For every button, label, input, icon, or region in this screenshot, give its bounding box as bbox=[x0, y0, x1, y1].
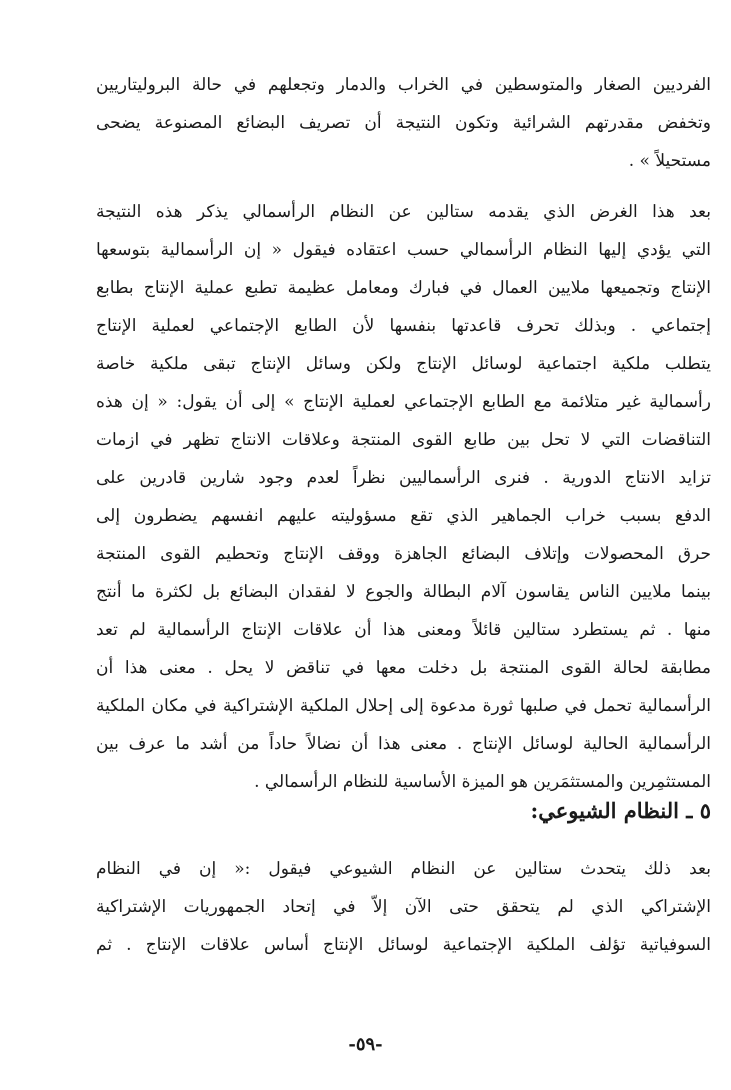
text-line: بعد هذا الغرض الذي يقدمه ستالين عن النظام الرأسمالي يذكر هذه النتيجة bbox=[96, 202, 711, 222]
page-number: -٥٩- bbox=[348, 1034, 383, 1055]
paragraph-1 bbox=[96, 66, 711, 180]
section-heading: ٥ ـ النظام الشيوعي: bbox=[530, 798, 711, 823]
text-line: وتخفض مقدرتهم الشرائية وتكون النتيجة أن تصريف البضائع المصنوعة يضحى bbox=[96, 113, 711, 133]
text-line: يتطلب ملكية اجتماعية لوسائل الإنتاج ولكن وسائل الإنتاج تبقى ملكية خاصة bbox=[96, 354, 711, 374]
text-line: منها . ثم يستطرد ستالين قائلاً ومعنى هذا أن علاقات الإنتاج الرأسمالية لم تعد bbox=[96, 620, 711, 640]
text-line: مستحيلاً » . bbox=[628, 151, 711, 171]
paragraph-3 bbox=[96, 850, 711, 964]
text-line: الدفع بسبب خراب الجماهير الذي تقع مسؤوليته عليهم انفسهم يضطرون إلى bbox=[96, 506, 711, 526]
text-line: المستثمِرين والمستثمَرين هو الميزة الأساسية للنظام الرأسمالي . bbox=[254, 772, 711, 792]
text-line: الإنتاج وتجميعها ملايين العمال في فبارك ومعامل عظيمة تطبع عملية الإنتاج بطابع bbox=[96, 278, 711, 298]
text-line: مطابقة لحالة القوى المنتجة بل دخلت معها في تناقض لا يحل . معنى هذا أن bbox=[96, 658, 711, 678]
text-line: حرق المحصولات وإتلاف البضائع الجاهزة ووقف الإنتاج وتحطيم القوى المنتجة bbox=[96, 544, 711, 564]
text-line: التي يؤدي إليها النظام الرأسمالي حسب اعتقاده فيقول « إن الرأسمالية بتوسعها bbox=[96, 240, 711, 260]
text-line: بعد ذلك يتحدث ستالين عن النظام الشيوعي فيقول :« إن في النظام bbox=[96, 859, 711, 879]
text-line: تزايد الانتاج الدورية . فنرى الرأسماليين نظراً لعدم وجود شارين قادرين على bbox=[96, 468, 711, 488]
text-line: الرأسمالية تحمل في صلبها ثورة مدعوة إلى إحلال الملكية الإشتراكية في مكان الملكية bbox=[96, 696, 711, 716]
paragraph-2 bbox=[96, 193, 711, 801]
text-line: الإشتراكي الذي لم يتحقق حتى الآن إلاّ في إتحاد الجمهوريات الإشتراكية bbox=[96, 897, 711, 917]
text-line: السوفياتية تؤلف الملكية الإجتماعية لوسائل الإنتاج أساس علاقات الإنتاج . ثم bbox=[96, 935, 711, 955]
text-line: إجتماعي . وبذلك تحرف قاعدتها بنفسها لأن الطابع الإجتماعي لعملية الإنتاج bbox=[96, 316, 711, 336]
text-line: بينما ملايين الناس يقاسون آلام البطالة والجوع لا لفقدان البضائع بل لكثرة ما أنتج bbox=[96, 582, 711, 602]
text-line: رأسمالية غير متلائمة مع الطابع الإجتماعي لعملية الإنتاج » إلى أن يقول: « إن هذه bbox=[96, 392, 711, 412]
text-line: التناقضات التي لا تحل بين طابع القوى المنتجة وعلاقات الانتاج تظهر في ازمات bbox=[96, 430, 711, 450]
text-line: الفرديين الصغار والمتوسطين في الخراب والدمار وتجعلهم في حالة البروليتاريين bbox=[96, 75, 711, 95]
text-line: الرأسمالية الحالية لوسائل الإنتاج . معنى هذا أن نضالاً حاداً من أشد ما عرف بين bbox=[96, 734, 711, 754]
